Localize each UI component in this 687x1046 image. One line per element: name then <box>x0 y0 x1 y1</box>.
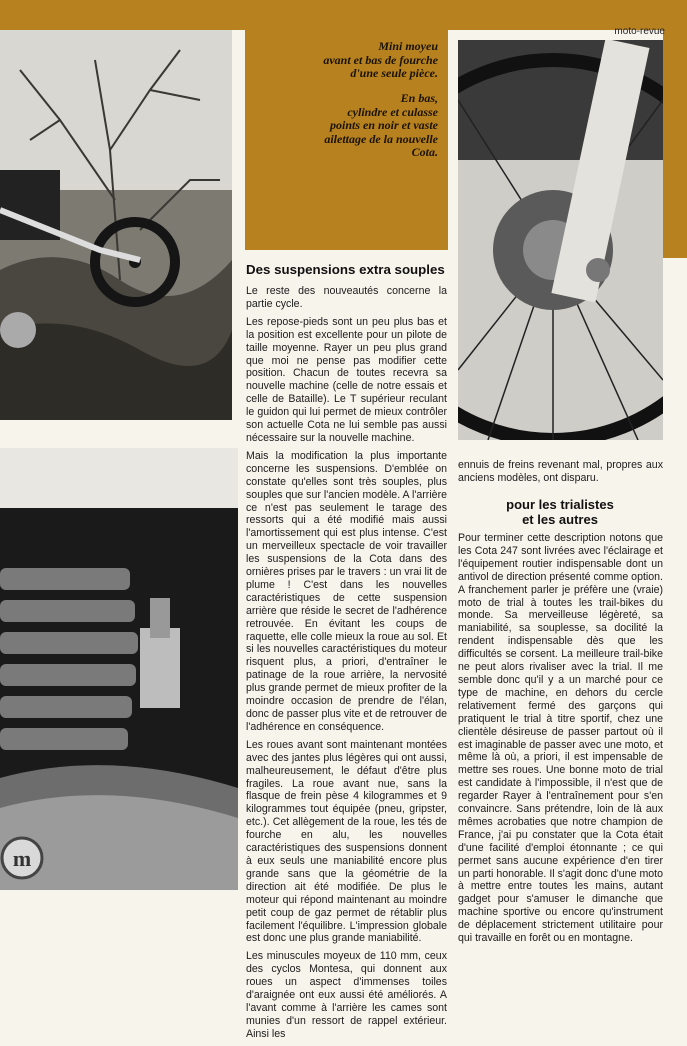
article-column-right <box>458 532 663 950</box>
section-heading-suspensions: Des suspensions extra souples <box>246 262 445 277</box>
caption-engine: En bas, cylindre et culasse points en noir et vaste ailettage de la nouvelle Cota. <box>324 91 438 159</box>
paragraph: Pour terminer cette description notons que les Cota 247 sont livrées avec l'éclairage et l'équipement routier indispensable dont un antivol de direction présenté comme option. A franchement parler je préfère une (vraie) moto de trial à toutes les trail-bikes du monde. Sa merveilleuse légèreté, sa maniabilité, sa souplesse, sa docilité la rendent indispensable dès que les difficultés se corsent. La meilleure trail-bike ne peut alors rivaliser avec la trial. Il me semble donc qu'il y a un marché pour ce type de machine, en dehors du cercle relativement fermé des garçons qui pratiquent le trial à titre sportif, chez une clientèle désireuse de passer partout où il est imaginable de passer avec une moto, et même là où, a priori, il est impensable de mettre ses roues. Une bonne moto de trial est candidate à l'impossible, il n'est que de regarder Rayer à l'entraînement pour s'en convaincre. Sans prétendre, loin de là aux mêmes acrobaties que notre champion de France, j'ai pu constater que la Cota était d'une facilité d'emploi étonnante ; ce qui permet sans aucune expérience d'en tirer un parti honorable. Il s'agit donc d'une moto à mettre entre toutes les mains, autant gadget pour s'amuser le dimanche que machine sportive ou encore qu'instrument de déplacement strictement utilitaire pour qui travaille en forêt ou en montagne. <box>458 532 663 945</box>
paragraph: Les minuscules moyeux de 110 mm, ceux des cyclos Montesa, qui donnent aux roues un aspect d'immenses toiles d'araignée ont eux aussi été améliorés. A l'avant comme à l'arrière les cames sont munies d'un ressort de rappel extérieur. Ainsi les <box>246 950 447 1040</box>
paragraph: Le reste des nouveautés concerne la partie cycle. <box>246 285 447 310</box>
montesa-logo: m <box>12 846 32 871</box>
article-column-middle <box>246 285 447 1046</box>
trial-riding-photo <box>0 30 232 420</box>
caption-box <box>245 30 448 250</box>
section-heading-trialistes: pour les trialistes et les autres <box>506 497 614 527</box>
paragraph: Les roues avant sont maintenant montées avec des jantes plus légères qui ont aussi, malheureusement, le défaut d'être plus fragiles. La roue avant nue, sans la flasque de frein pèse 4 kilogrammes et 9 kilogrammes tout équipée (pneu, gripster, etc.). Cet allègement de la roue, les tés de fourche en alu, les nouvelles caractéristiques des suspensions donnent à eux seuls une maniabilité encore plus grande sans que la géométrie de la direction ait été modifiée. De plus le moteur qui répond maintenant au moindre petit coup de gaz permet de rétablir plus facilement l'équilibre. L'impression globale est donc une plus grande maniabilité. <box>246 738 447 945</box>
magazine-tag: moto-revue <box>614 26 665 37</box>
paragraph: Les repose-pieds sont un peu plus bas et la position est excellente pour un pilote de taille moyenne. Rayer un peu plus grand que moi ne pense pas modifier cette position. Chacun de toutes recevra sa nouvelle machine (celle de notre essais et celle de Bataille). Le T supérieur reculant le guidon qui lui permet de mieux contrôler son actuelle Cota ne lui semble pas aussi nécessaire sur la nouvelle machine. <box>246 315 447 444</box>
engine-photo <box>0 448 238 890</box>
caption-hub: Mini moyeu avant et bas de fourche d'une seule pièce. <box>323 39 438 80</box>
side-band <box>663 30 687 258</box>
header-band <box>0 0 687 30</box>
paragraph: Mais la modification la plus importante concerne les suspensions. D'emblée on constate qu'elles sont très souples, plus souples que sur l'ancien modèle. A l'arrière ce n'est pas seulement le tarage des ressorts qui a été modifié mais aussi l'amortissement qui est plus intense. C'est un merveilleux spectacle de voir travailler les suspensions de la Cota dans des ornières prises par le travers : un vrai lit de plume ! C'est dans les nouvelles caractéristiques de cette suspension arrière que réside le secret de l'adhérence retrouvée. En évitant les coups de raquette, elle colle mieux la roue au sol. Et si les nouvelles caractéristiques du moteur risquent plus, a priori, d'entraîner le patinage de la roue arrière, la nervosité plus grande permet de mieux profiter de la moindre occasion de prendre de l'élan, donc de passer plus vite et de retrouver de l'adhérence en conséquence. <box>246 449 447 733</box>
paragraph: ennuis de freins revenant mal, propres aux anciens modèles, ont disparu. <box>458 459 663 484</box>
article-column-right-continuation <box>458 459 663 490</box>
front-hub-photo <box>458 40 663 440</box>
